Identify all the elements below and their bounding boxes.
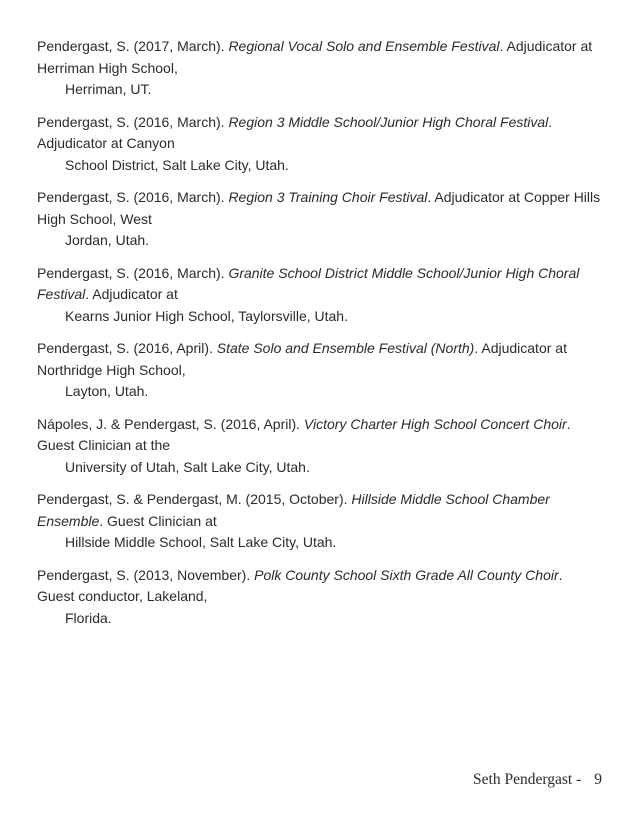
citation-pre: Pendergast, S. (2016, March). [37,264,229,281]
citation-title: Granite School District Middle School/Junior High Choral Festival [37,264,580,302]
citation-line2: Jordan, Utah. [65,232,150,248]
citation-post: . Adjudicator at Herriman High School, [37,38,593,76]
citation-line2: Kearns Junior High School, Taylorsville, Utah. [65,307,348,324]
footer-author: Seth Pendergast - [473,771,582,788]
citation-pre: Pendergast, S. (2013, November). [37,566,255,583]
citation-entry [37,263,602,328]
citation-title: State Solo and Ensemble Festival (North) [216,340,475,356]
citation-entry [37,187,602,252]
citation-pre: Pendergast, S. (2016, March). [37,113,229,130]
citation-entry [37,489,602,554]
citation-entry [37,36,602,101]
citation-post: . Guest Clinician at [99,512,217,529]
citation-post: . Adjudicator at Copper Hills High School, West [37,189,601,227]
citation-post: . Adjudicator at [85,286,178,302]
citation-line2: Herriman, UT. [65,81,152,97]
citation-post: . Adjudicator at Canyon [37,113,553,151]
citation-post: . Guest Clinician at the [37,415,571,453]
citation-title: Hillside Middle School Chamber Ensemble [37,491,550,529]
citation-line2: Hillside Middle School, Salt Lake City, Utah. [65,534,337,550]
citation-entry [37,338,602,403]
citation-entry [37,565,602,630]
citation-entry [37,112,602,177]
citation-title: Polk County School Sixth Grade All County Choir [254,566,559,583]
citation-pre: Pendergast, S. (2016, April). [37,340,217,356]
citation-post: . Guest conductor, Lakeland, [37,566,563,604]
citation-pre: Pendergast, S. & Pendergast, M. (2015, October). [37,491,352,507]
citation-line2: School District, Salt Lake City, Utah. [65,156,289,173]
page-footer [473,771,602,789]
citation-line2: Layton, Utah. [65,383,149,399]
citation-pre: Pendergast, S. (2016, March). [37,189,229,205]
footer-page-number: 9 [594,771,602,788]
citation-pre: Pendergast, S. (2017, March). [37,38,229,54]
citation-line2: Florida. [65,609,112,626]
citation-title: Regional Vocal Solo and Ensemble Festival [228,38,500,54]
citation-line2: University of Utah, Salt Lake City, Utah. [65,458,310,475]
citation-title: Victory Charter High School Concert Choir [303,415,567,432]
citation-title: Region 3 Middle School/Junior High Choral Festival [228,113,549,130]
citation-post: . Adjudicator at Northridge High School, [37,340,567,378]
citation-entry [37,414,602,479]
citation-title: Region 3 Training Choir Festival [228,189,428,205]
citation-pre: Nápoles, J. & Pendergast, S. (2016, April). [37,415,304,432]
